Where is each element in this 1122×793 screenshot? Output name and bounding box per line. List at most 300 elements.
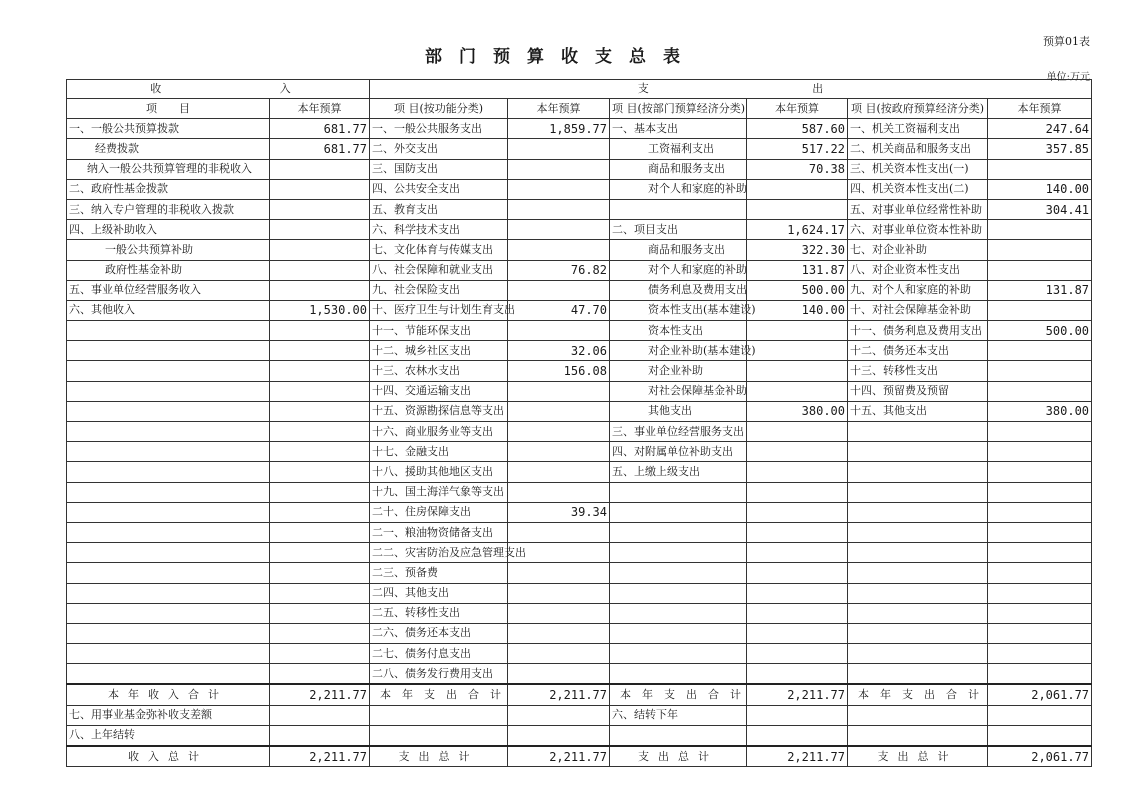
- item-name-cell: 三、纳入专户管理的非税收入拨款: [67, 199, 270, 219]
- budget-value-cell: 70.38: [747, 159, 848, 179]
- item-name-cell: [610, 623, 747, 643]
- budget-value-cell: [508, 240, 610, 260]
- item-name-cell: 三、国防支出: [370, 159, 508, 179]
- budget-value-cell: 681.77: [270, 139, 370, 159]
- item-name-cell: [848, 583, 988, 603]
- form-code: 预算01表: [1043, 35, 1090, 48]
- item-name-cell: [610, 644, 747, 664]
- total-label: 收入总计: [67, 746, 270, 767]
- subtotal-label: 本年收入合计: [67, 684, 270, 705]
- item-name-cell: [610, 563, 747, 583]
- budget-value-cell: [508, 442, 610, 462]
- header-row-main: [67, 80, 1092, 99]
- table-row: [67, 220, 1092, 240]
- subtotal-value: 2,211.77: [747, 684, 848, 705]
- budget-value-cell: [270, 482, 370, 502]
- subtotal-label: 本年支出合计: [610, 684, 747, 705]
- item-name-cell: 经费拨款: [67, 139, 270, 159]
- budget-value-cell: 131.87: [747, 260, 848, 280]
- budget-value-cell: [988, 159, 1092, 179]
- budget-value-cell: 500.00: [747, 280, 848, 300]
- col-header-income-item: 项 目: [67, 99, 270, 119]
- item-name-cell: [610, 522, 747, 542]
- item-name-cell: [848, 422, 988, 442]
- item-name-cell: [610, 543, 747, 563]
- budget-value-cell: 517.22: [747, 139, 848, 159]
- table-row: [67, 321, 1092, 341]
- budget-value-cell: [988, 644, 1092, 664]
- item-name-cell: 一、一般公共预算拨款: [67, 119, 270, 139]
- budget-value-cell: [270, 179, 370, 199]
- total-value: 2,061.77: [988, 746, 1092, 767]
- item-name-cell: 十三、农林水支出: [370, 361, 508, 381]
- subtotal-label: 本年支出合计: [370, 684, 508, 705]
- table-cell: [270, 725, 370, 746]
- budget-value-cell: [508, 623, 610, 643]
- table-row: [67, 522, 1092, 542]
- table-cell: [988, 725, 1092, 746]
- item-name-cell: 七、对企业补助: [848, 240, 988, 260]
- item-name-cell: 一、基本支出: [610, 119, 747, 139]
- item-name-cell: 十一、节能环保支出: [370, 321, 508, 341]
- item-name-cell: [67, 422, 270, 442]
- budget-value-cell: [747, 522, 848, 542]
- item-name-cell: 十四、预留费及预留: [848, 381, 988, 401]
- item-name-cell: 十二、城乡社区支出: [370, 341, 508, 361]
- budget-value-cell: [508, 179, 610, 199]
- item-name-cell: 九、对个人和家庭的补助: [848, 280, 988, 300]
- budget-value-cell: 140.00: [988, 179, 1092, 199]
- budget-value-cell: [270, 563, 370, 583]
- budget-value-cell: [270, 321, 370, 341]
- item-name-cell: 债务利息及费用支出: [610, 280, 747, 300]
- item-name-cell: 商品和服务支出: [610, 240, 747, 260]
- item-name-cell: 五、上缴上级支出: [610, 462, 747, 482]
- budget-value-cell: [988, 623, 1092, 643]
- budget-value-cell: [270, 159, 370, 179]
- budget-value-cell: 304.41: [988, 199, 1092, 219]
- budget-value-cell: [508, 220, 610, 240]
- budget-value-cell: 131.87: [988, 280, 1092, 300]
- income-header-char1: 收: [150, 82, 162, 95]
- table-body: [67, 119, 1092, 685]
- budget-value-cell: [747, 603, 848, 623]
- col-header-gov-econ-budget: 本年预算: [988, 99, 1092, 119]
- header-row-columns: [67, 99, 1092, 119]
- item-name-cell: 二十、住房保障支出: [370, 502, 508, 522]
- item-name-cell: [848, 522, 988, 542]
- budget-value-cell: [270, 603, 370, 623]
- table-cell: [370, 725, 508, 746]
- table-row: [67, 462, 1092, 482]
- budget-value-cell: 357.85: [988, 139, 1092, 159]
- item-name-cell: 商品和服务支出: [610, 159, 747, 179]
- item-name-cell: [67, 381, 270, 401]
- item-name-cell: [848, 623, 988, 643]
- budget-value-cell: [270, 341, 370, 361]
- budget-value-cell: [270, 240, 370, 260]
- item-name-cell: 十三、转移性支出: [848, 361, 988, 381]
- total-label: 支出总计: [848, 746, 988, 767]
- item-name-cell: 二、政府性基金拨款: [67, 179, 270, 199]
- total-value: 2,211.77: [508, 746, 610, 767]
- budget-value-cell: [508, 321, 610, 341]
- budget-value-cell: [747, 543, 848, 563]
- item-name-cell: [67, 583, 270, 603]
- budget-value-cell: [508, 482, 610, 502]
- item-name-cell: 十二、债务还本支出: [848, 341, 988, 361]
- budget-value-cell: [270, 442, 370, 462]
- subtotal-value: 2,061.77: [988, 684, 1092, 705]
- item-name-cell: [67, 603, 270, 623]
- budget-value-cell: 1,859.77: [508, 119, 610, 139]
- item-name-cell: 九、社会保险支出: [370, 280, 508, 300]
- budget-value-cell: [508, 563, 610, 583]
- table-cell: 八、上年结转: [67, 725, 270, 746]
- table-row: [67, 603, 1092, 623]
- subtotal-value: 2,211.77: [270, 684, 370, 705]
- item-name-cell: 纳入一般公共预算管理的非税收入: [67, 159, 270, 179]
- item-name-cell: [67, 502, 270, 522]
- item-name-cell: 对社会保障基金补助: [610, 381, 747, 401]
- budget-value-cell: [988, 482, 1092, 502]
- budget-value-cell: [508, 644, 610, 664]
- table-row: [67, 664, 1092, 685]
- table-row: [67, 240, 1092, 260]
- item-name-cell: 二六、债务还本支出: [370, 623, 508, 643]
- budget-value-cell: 587.60: [747, 119, 848, 139]
- item-name-cell: 二四、其他支出: [370, 583, 508, 603]
- item-name-cell: 三、事业单位经营服务支出: [610, 422, 747, 442]
- table-cell: [610, 725, 747, 746]
- item-name-cell: 七、文化体育与传媒支出: [370, 240, 508, 260]
- item-name-cell: 十七、金融支出: [370, 442, 508, 462]
- total-label: 支出总计: [370, 746, 508, 767]
- item-name-cell: 二五、转移性支出: [370, 603, 508, 623]
- expense-header: [370, 80, 1092, 99]
- item-name-cell: [848, 603, 988, 623]
- budget-value-cell: [508, 280, 610, 300]
- item-name-cell: 二三、预备费: [370, 563, 508, 583]
- table-cell: 七、用事业基金弥补收支差额: [67, 705, 270, 725]
- table-row: [67, 381, 1092, 401]
- budget-value-cell: [270, 381, 370, 401]
- income-header: [67, 80, 370, 99]
- expense-header-char1: 支: [637, 82, 649, 95]
- budget-value-cell: [270, 502, 370, 522]
- budget-value-cell: [747, 442, 848, 462]
- item-name-cell: 资本性支出(基本建设): [610, 300, 747, 320]
- budget-value-cell: [270, 543, 370, 563]
- item-name-cell: 十八、援助其他地区支出: [370, 462, 508, 482]
- budget-value-cell: [747, 381, 848, 401]
- budget-value-cell: [747, 644, 848, 664]
- item-name-cell: [67, 361, 270, 381]
- item-name-cell: [67, 664, 270, 685]
- item-name-cell: 一、一般公共服务支出: [370, 119, 508, 139]
- item-name-cell: 对企业补助: [610, 361, 747, 381]
- budget-value-cell: [270, 583, 370, 603]
- budget-value-cell: 380.00: [988, 401, 1092, 421]
- item-name-cell: 五、对事业单位经常性补助: [848, 199, 988, 219]
- budget-value-cell: [270, 199, 370, 219]
- surplus-row: [67, 705, 1092, 725]
- item-name-cell: [848, 502, 988, 522]
- budget-value-cell: [988, 361, 1092, 381]
- budget-value-cell: [988, 422, 1092, 442]
- budget-value-cell: [988, 603, 1092, 623]
- budget-value-cell: [988, 240, 1092, 260]
- item-name-cell: 四、上级补助收入: [67, 220, 270, 240]
- budget-value-cell: [988, 300, 1092, 320]
- budget-value-cell: 47.70: [508, 300, 610, 320]
- budget-value-cell: [508, 422, 610, 442]
- item-name-cell: [848, 563, 988, 583]
- item-name-cell: 二七、债务付息支出: [370, 644, 508, 664]
- budget-value-cell: [270, 462, 370, 482]
- item-name-cell: 二、机关商品和服务支出: [848, 139, 988, 159]
- prev-year-row: [67, 725, 1092, 746]
- item-name-cell: 对个人和家庭的补助: [610, 179, 747, 199]
- budget-value-cell: [508, 603, 610, 623]
- item-name-cell: [848, 462, 988, 482]
- subtotal-row: [67, 684, 1092, 705]
- budget-value-cell: 380.00: [747, 401, 848, 421]
- budget-value-cell: [270, 401, 370, 421]
- budget-table: [66, 79, 1092, 767]
- budget-value-cell: [270, 664, 370, 685]
- subtotal-value: 2,211.77: [508, 684, 610, 705]
- budget-value-cell: [988, 341, 1092, 361]
- table-row: [67, 341, 1092, 361]
- table-cell: [270, 705, 370, 725]
- item-name-cell: 四、机关资本性支出(二): [848, 179, 988, 199]
- table-cell: [508, 725, 610, 746]
- item-name-cell: 十九、国土海洋气象等支出: [370, 482, 508, 502]
- budget-value-cell: [747, 321, 848, 341]
- item-name-cell: [610, 583, 747, 603]
- item-name-cell: 六、科学技术支出: [370, 220, 508, 240]
- item-name-cell: 十、医疗卫生与计划生育支出: [370, 300, 508, 320]
- budget-value-cell: 39.34: [508, 502, 610, 522]
- budget-value-cell: 156.08: [508, 361, 610, 381]
- budget-value-cell: 247.64: [988, 119, 1092, 139]
- item-name-cell: 五、事业单位经营服务收入: [67, 280, 270, 300]
- budget-value-cell: 76.82: [508, 260, 610, 280]
- budget-value-cell: [508, 664, 610, 685]
- table-row: [67, 401, 1092, 421]
- budget-value-cell: [270, 422, 370, 442]
- table-row: [67, 422, 1092, 442]
- table-cell: 六、结转下年: [610, 705, 747, 725]
- budget-value-cell: [508, 401, 610, 421]
- budget-value-cell: [988, 563, 1092, 583]
- budget-value-cell: [988, 462, 1092, 482]
- budget-value-cell: [747, 422, 848, 442]
- budget-value-cell: [270, 260, 370, 280]
- item-name-cell: [610, 603, 747, 623]
- item-name-cell: 其他支出: [610, 401, 747, 421]
- item-name-cell: 十五、资源勘探信息等支出: [370, 401, 508, 421]
- table-cell: [370, 705, 508, 725]
- budget-value-cell: [988, 220, 1092, 240]
- item-name-cell: [848, 482, 988, 502]
- table-cell: [848, 725, 988, 746]
- item-name-cell: 六、其他收入: [67, 300, 270, 320]
- page-title: 部门预算收支总表: [425, 47, 697, 67]
- item-name-cell: 二、项目支出: [610, 220, 747, 240]
- subtotal-label: 本年支出合计: [848, 684, 988, 705]
- budget-value-cell: [747, 179, 848, 199]
- table-row: [67, 199, 1092, 219]
- item-name-cell: [67, 644, 270, 664]
- item-name-cell: 六、对事业单位资本性补助: [848, 220, 988, 240]
- table-cell: [508, 705, 610, 725]
- budget-value-cell: 140.00: [747, 300, 848, 320]
- budget-value-cell: [270, 361, 370, 381]
- budget-value-cell: [747, 462, 848, 482]
- table-row: [67, 502, 1092, 522]
- item-name-cell: 三、机关资本性支出(一): [848, 159, 988, 179]
- table-row: [67, 563, 1092, 583]
- item-name-cell: 二、外交支出: [370, 139, 508, 159]
- table-row: [67, 644, 1092, 664]
- budget-value-cell: [988, 502, 1092, 522]
- col-header-function-budget: 本年预算: [508, 99, 610, 119]
- item-name-cell: [848, 664, 988, 685]
- budget-value-cell: 500.00: [988, 321, 1092, 341]
- budget-value-cell: [988, 260, 1092, 280]
- item-name-cell: [67, 522, 270, 542]
- item-name-cell: 二八、债务发行费用支出: [370, 664, 508, 685]
- budget-value-cell: [270, 522, 370, 542]
- item-name-cell: 对个人和家庭的补助: [610, 260, 747, 280]
- item-name-cell: 五、教育支出: [370, 199, 508, 219]
- table-row: [67, 442, 1092, 462]
- table-row: [67, 623, 1092, 643]
- item-name-cell: [67, 563, 270, 583]
- item-name-cell: [67, 623, 270, 643]
- item-name-cell: 资本性支出: [610, 321, 747, 341]
- item-name-cell: [848, 442, 988, 462]
- budget-value-cell: 322.30: [747, 240, 848, 260]
- table-row: [67, 260, 1092, 280]
- item-name-cell: 对企业补助(基本建设): [610, 341, 747, 361]
- total-label: 支出总计: [610, 746, 747, 767]
- budget-value-cell: [747, 563, 848, 583]
- table-cell: [747, 705, 848, 725]
- budget-value-cell: [747, 199, 848, 219]
- budget-value-cell: [988, 381, 1092, 401]
- item-name-cell: [848, 543, 988, 563]
- table-row: [67, 583, 1092, 603]
- item-name-cell: 十四、交通运输支出: [370, 381, 508, 401]
- budget-value-cell: [747, 583, 848, 603]
- col-header-gov-econ-item: 项 目(按政府预算经济分类): [848, 99, 988, 119]
- budget-value-cell: [508, 199, 610, 219]
- budget-value-cell: [747, 623, 848, 643]
- item-name-cell: 十五、其他支出: [848, 401, 988, 421]
- table-row: [67, 280, 1092, 300]
- item-name-cell: [67, 482, 270, 502]
- item-name-cell: 十、对社会保障基金补助: [848, 300, 988, 320]
- table-row: [67, 361, 1092, 381]
- income-header-char2: 入: [279, 82, 291, 95]
- budget-value-cell: [747, 361, 848, 381]
- budget-value-cell: [270, 280, 370, 300]
- item-name-cell: [848, 644, 988, 664]
- table-row: [67, 543, 1092, 563]
- budget-value-cell: [747, 502, 848, 522]
- total-value: 2,211.77: [747, 746, 848, 767]
- table-row: [67, 179, 1092, 199]
- table-cell: [747, 725, 848, 746]
- item-name-cell: [610, 482, 747, 502]
- item-name-cell: [67, 341, 270, 361]
- table-row: [67, 159, 1092, 179]
- item-name-cell: [610, 664, 747, 685]
- table-cell: [988, 705, 1092, 725]
- budget-value-cell: [508, 381, 610, 401]
- item-name-cell: [610, 199, 747, 219]
- item-name-cell: [610, 502, 747, 522]
- budget-value-cell: [508, 159, 610, 179]
- grand-total-row: [67, 746, 1092, 767]
- item-name-cell: 八、社会保障和就业支出: [370, 260, 508, 280]
- budget-value-cell: [988, 583, 1092, 603]
- budget-value-cell: [988, 543, 1092, 563]
- budget-value-cell: [508, 139, 610, 159]
- item-name-cell: 四、对附属单位补助支出: [610, 442, 747, 462]
- item-name-cell: 十六、商业服务业等支出: [370, 422, 508, 442]
- table-row: [67, 300, 1092, 320]
- item-name-cell: 十一、债务利息及费用支出: [848, 321, 988, 341]
- budget-value-cell: 1,624.17: [747, 220, 848, 240]
- table-row: [67, 139, 1092, 159]
- item-name-cell: 八、对企业资本性支出: [848, 260, 988, 280]
- budget-value-cell: [988, 664, 1092, 685]
- item-name-cell: 政府性基金补助: [67, 260, 270, 280]
- budget-value-cell: [270, 220, 370, 240]
- budget-value-cell: [508, 583, 610, 603]
- budget-value-cell: [747, 664, 848, 685]
- budget-value-cell: [988, 522, 1092, 542]
- col-header-function-item: 项 目(按功能分类): [370, 99, 508, 119]
- item-name-cell: [67, 442, 270, 462]
- col-header-dept-econ-item: 项 目(按部门预算经济分类): [610, 99, 747, 119]
- unit-label: 单位:万元: [1046, 72, 1090, 83]
- table-row: [67, 119, 1092, 139]
- budget-value-cell: [747, 341, 848, 361]
- item-name-cell: 四、公共安全支出: [370, 179, 508, 199]
- col-header-income-budget: 本年预算: [270, 99, 370, 119]
- item-name-cell: 二二、灾害防治及应急管理支出: [370, 543, 508, 563]
- item-name-cell: 一般公共预算补助: [67, 240, 270, 260]
- item-name-cell: [67, 543, 270, 563]
- col-header-dept-econ-budget: 本年预算: [747, 99, 848, 119]
- table-row: [67, 482, 1092, 502]
- item-name-cell: 一、机关工资福利支出: [848, 119, 988, 139]
- item-name-cell: [67, 321, 270, 341]
- budget-value-cell: 32.06: [508, 341, 610, 361]
- table-cell: [848, 705, 988, 725]
- budget-value-cell: [988, 442, 1092, 462]
- budget-value-cell: [508, 462, 610, 482]
- budget-value-cell: 681.77: [270, 119, 370, 139]
- budget-value-cell: 1,530.00: [270, 300, 370, 320]
- item-name-cell: 二一、粮油物资储备支出: [370, 522, 508, 542]
- budget-value-cell: [270, 644, 370, 664]
